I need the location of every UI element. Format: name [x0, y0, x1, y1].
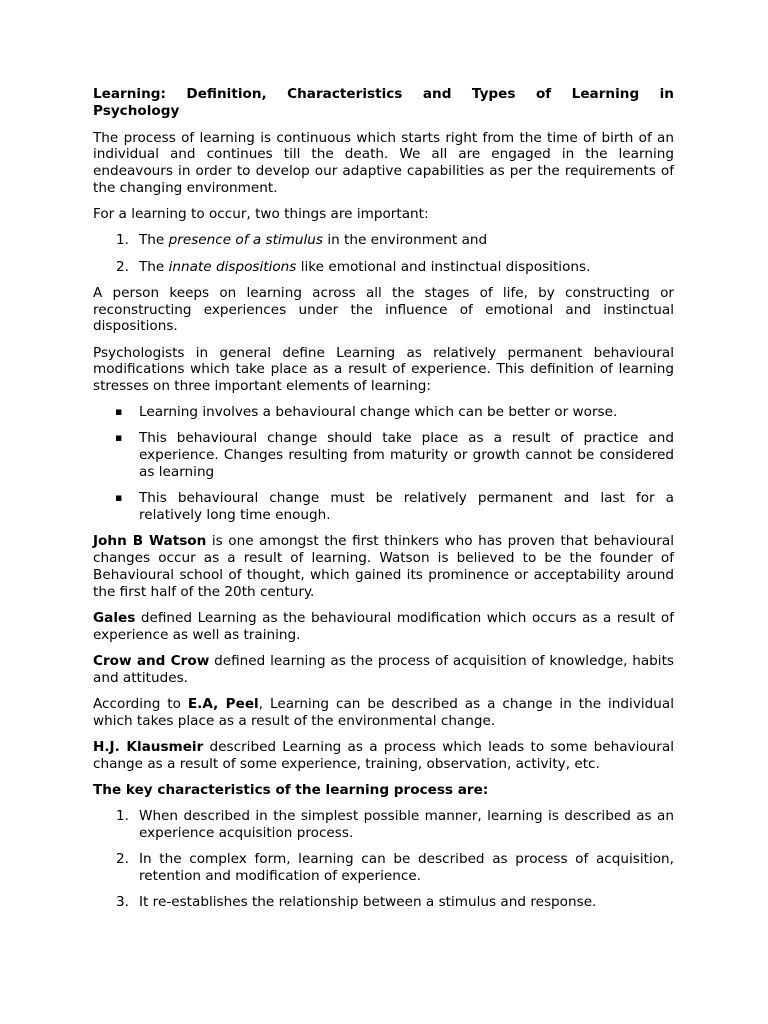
two-things-list [93, 232, 674, 275]
two-things-lead: For a learning to occur, two things are important: [93, 206, 429, 223]
author-name: John B Watson [93, 533, 207, 550]
list-text: In the complex form, learning can be described as process of acquisition, retention and modification of experience. [139, 850, 674, 884]
list-emphasis: presence of a stimulus [168, 232, 324, 249]
key-characteristics-heading [93, 782, 674, 799]
list-text: The [139, 232, 169, 249]
list-number: 3. [116, 893, 129, 910]
definition-text: , Learning can be described as a change in the individual which takes place as a result of the environmental change. [93, 695, 674, 729]
definition-text: defined learning as the process of acquisition of knowledge, habits and attitudes. [93, 652, 674, 686]
document-title [93, 86, 674, 120]
list-text: When described in the simplest possible manner, learning is described as an experience acquisition process. [139, 807, 674, 841]
psychologists-paragraph: Psychologists in general define Learning as relatively permanent behavioural modifications which take place as a result of experience. This definition of learning stresses on three important elements of learning: [93, 344, 674, 395]
list-number: 1. [116, 807, 129, 824]
definition-peel [93, 696, 674, 730]
list-text: The [139, 258, 169, 275]
title-line-1: Learning: Definition, Characteristics and Types of Learning in [93, 86, 674, 102]
list-text: It re-establishes the relationship between a stimulus and response. [139, 893, 597, 910]
list-text: in the environment and [323, 232, 488, 249]
author-name: H.J. Klausmeir [93, 738, 204, 755]
author-name: Crow and Crow [93, 652, 210, 669]
definition-klausmeir [93, 739, 674, 773]
definition-lead: According to [93, 695, 188, 712]
intro-paragraph: The process of learning is continuous which starts right from the time of birth of an individual and continues till the death. We all are engaged in the learning endeavours in order to develop our adaptive capabilities as per the requirements of the changing environment. [93, 129, 674, 196]
definition-text: described Learning as a process which leads to some behavioural change as a result of some experience, training, observation, activity, etc. [93, 738, 674, 772]
square-bullet-icon: ▪ [115, 431, 123, 445]
key-characteristics-list [93, 808, 674, 911]
person-paragraph: A person keeps on learning across all the stages of life, by constructing or reconstructing experiences under the influence of emotional and instinctual dispositions. [93, 284, 674, 335]
list-item [93, 259, 674, 276]
list-item [93, 404, 674, 421]
definition-watson [93, 533, 674, 600]
list-text: This behavioural change should take place as a result of practice and experience. Changes resulting from maturity or growth cannot be considered as learning [139, 430, 674, 481]
author-name: E.A, Peel [187, 695, 259, 712]
elements-list [93, 404, 674, 524]
list-number: 2. [116, 258, 129, 275]
list-text: like emotional and instinctual dispositions. [296, 258, 591, 275]
list-item [93, 894, 674, 911]
list-item [93, 808, 674, 842]
list-text: This behavioural change must be relatively permanent and last for a relatively long time enough. [139, 490, 674, 524]
definition-text: defined Learning as the behavioural modification which occurs as a result of experience as well as training. [93, 609, 674, 643]
list-item [93, 851, 674, 885]
heading-text: The key characteristics of the learning process are: [93, 781, 489, 798]
title-line-2: Psychology [93, 102, 180, 119]
definition-gales [93, 610, 674, 644]
list-text: Learning involves a behavioural change which can be better or worse. [139, 404, 618, 421]
list-number: 1. [116, 232, 129, 249]
list-item [93, 232, 674, 249]
definition-text: is one amongst the first thinkers who has proven that behavioural changes occur as a result of learning. Watson is believed to be the founder of Behavioural school of thought, which gained its prominence or acceptability around the first half of the 20th century. [93, 533, 674, 600]
list-item [93, 430, 674, 480]
square-bullet-icon: ▪ [115, 491, 123, 505]
author-name: Gales [93, 609, 136, 626]
list-item [93, 490, 674, 524]
definition-crow [93, 653, 674, 687]
list-emphasis: innate dispositions [168, 258, 297, 275]
square-bullet-icon: ▪ [115, 405, 123, 419]
list-number: 2. [116, 850, 129, 867]
